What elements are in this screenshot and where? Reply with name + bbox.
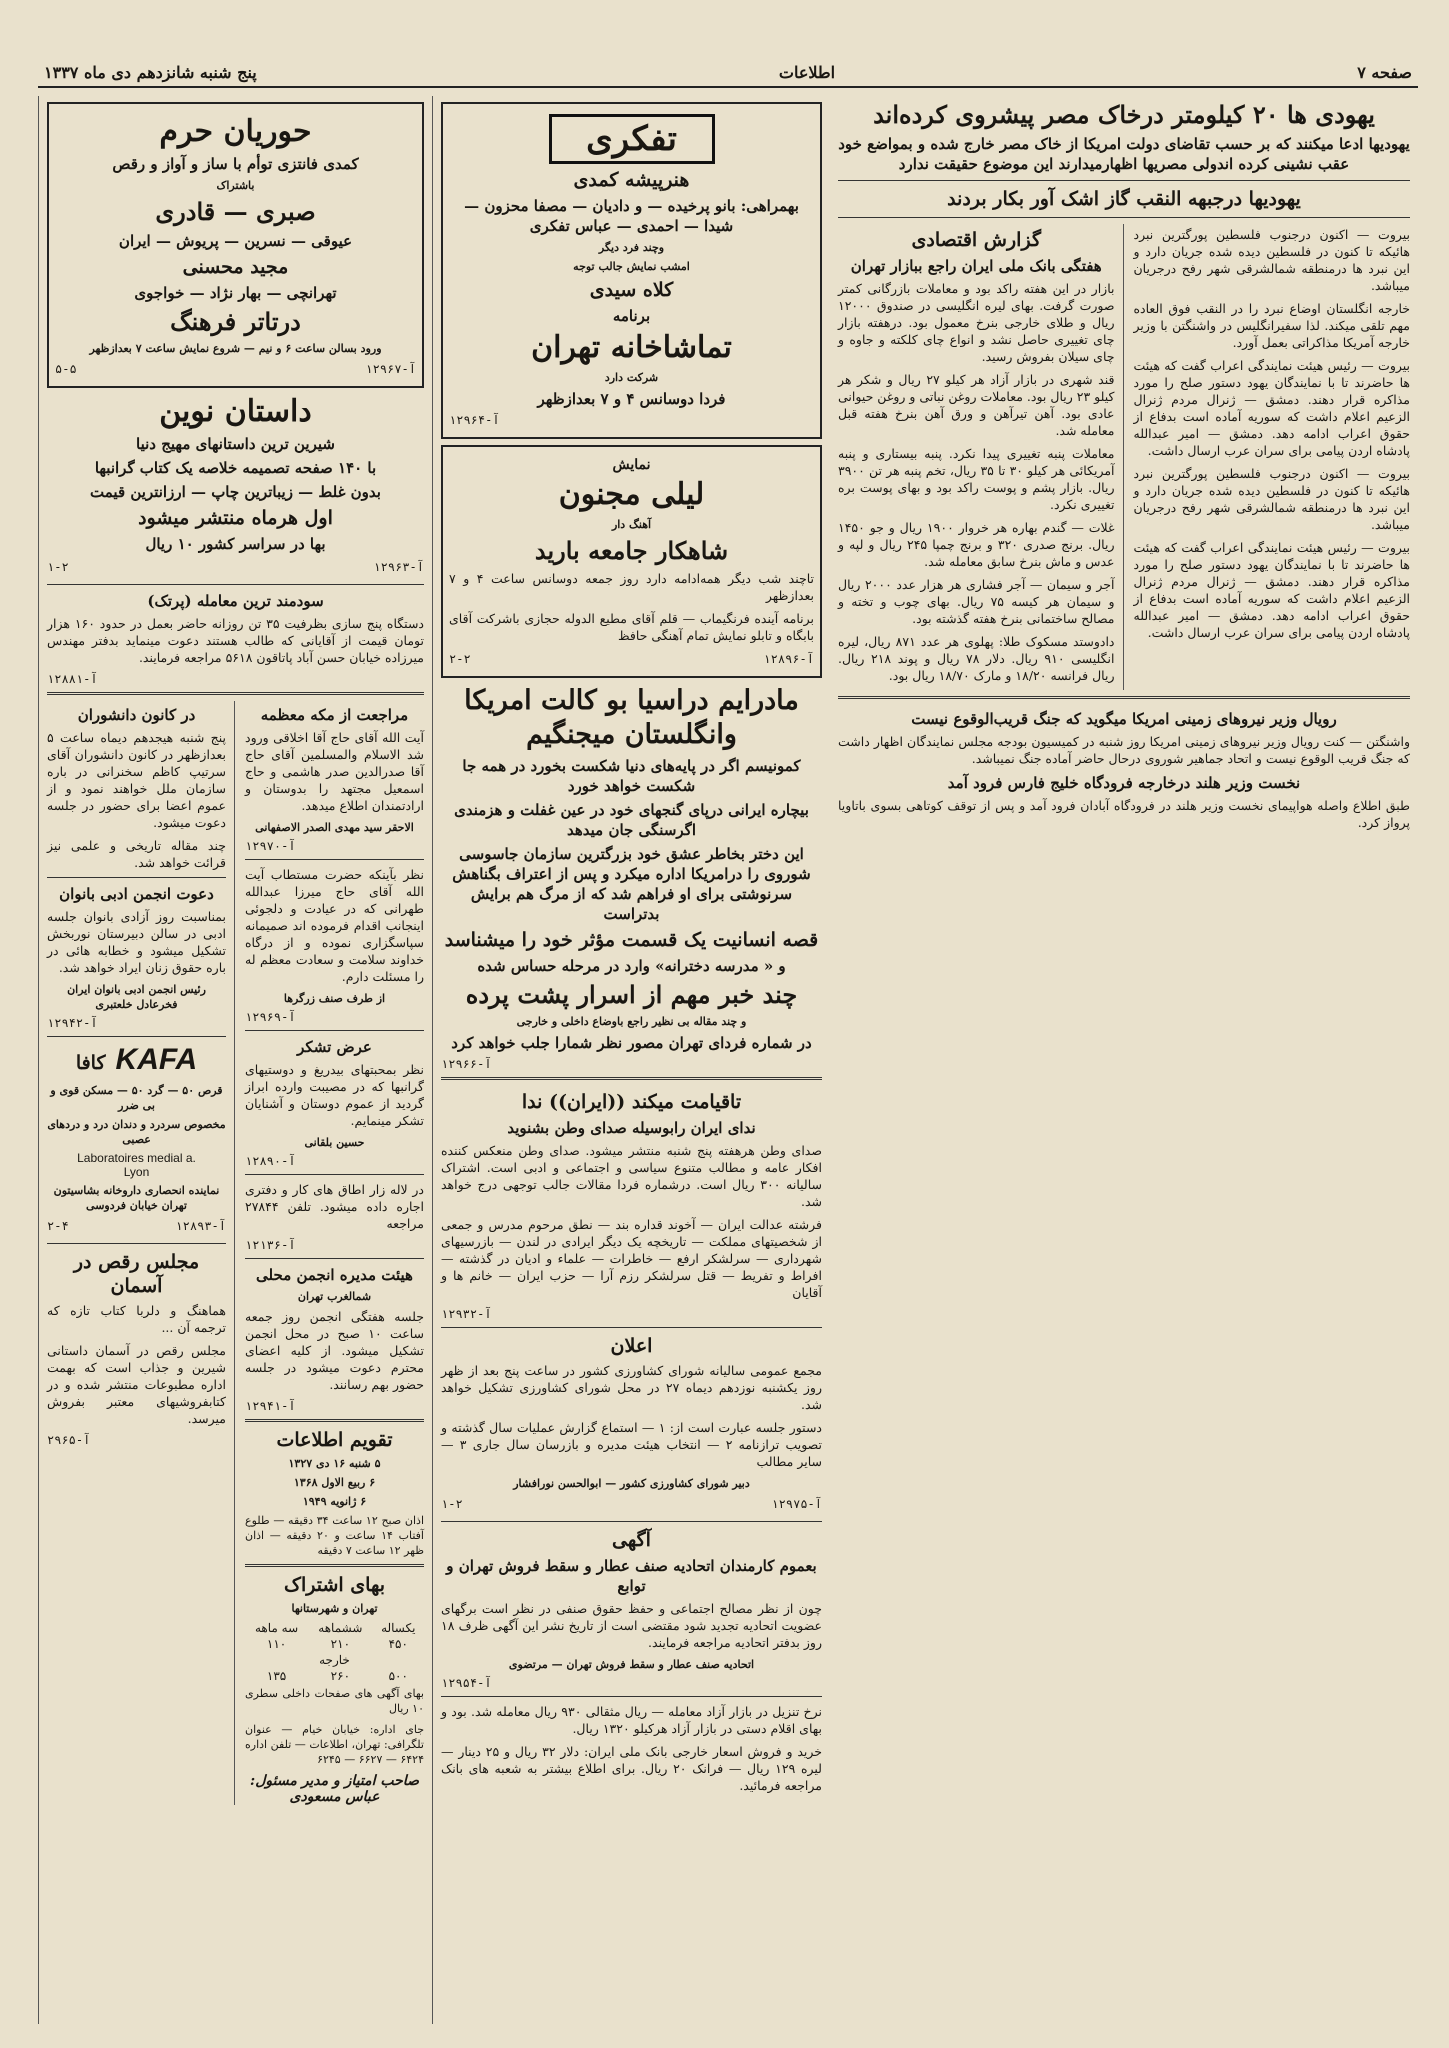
subscription-title: بهای اشتراک (283, 1574, 386, 1596)
tafakori-cast2: وچند فرد دیگر (598, 241, 665, 254)
jews-headline: یهودی ها ۲۰ کیلومتر درخاک مصر پیشروی کرده‌اند (873, 100, 1375, 129)
madar-text4: قصه انسانیت یک قسمت مؤثر خود را میشناسد (444, 929, 819, 951)
gaza-text: بیروت — رئیس هیئت نمایندگی اعراب گفت که هیئت ها حاضرند تا با نمایندگان یهود دستور صلح را مورد مذاکره قرار دهند. دمشق — ژنرال مردم ژنرال الزعیم اعلام داشت که سوریه آماده است بدفاع از حقوق اعراب ادامه دهد. دمشق — امیر عبدالله پادشاه اردن پیامی برای سران عرب ارسال داشت. (1133, 358, 1410, 458)
page-label: صفحه ۷ (1357, 62, 1412, 82)
elan-code2: ۱-۲ (441, 1497, 463, 1511)
madar-foot: در شماره فردای تهران مصور نظر شمارا جلب خواهد کرد (451, 1034, 812, 1052)
theater-name: تماشاخانه تهران (531, 330, 732, 365)
madar-code: آ-۱۲۹۶۶ (441, 1057, 492, 1071)
tashakor-text: صدای وطن هرهفته پنج شنبه منتشر میشود. صدای وطن منعکس کننده افکار عامه و مطالب متنوع سیاسی و اجتماعی و ادبی است. اشتراک سالیانه ۳۰۰ ریال است. درشماره فردا مقالات جالب توجهی درج خواهد شد. (441, 1143, 823, 1209)
hourian-title: حوریان حرم (159, 114, 312, 149)
sub-label: سه ماهه (254, 1621, 299, 1635)
hourian-place: درتاتر فرهنگ (170, 307, 301, 336)
dastan-text5: بها در سراسر کشور ۱۰ ریال (145, 535, 326, 553)
majlis-code: آ-۲۹۶۵ (47, 1433, 91, 1447)
board-sub: شمالغرب تهران (297, 1290, 372, 1303)
banoovan-title: دعوت انجمن ادبی بانوان (59, 885, 214, 903)
elan-sig: دبیر شورای کشاورزی کشور — ابوالحسن نورافشار (513, 1477, 750, 1490)
sub-price-foreign: ۱۳۵ (266, 1669, 287, 1683)
paper-name: اطلاعات (778, 62, 836, 82)
econ-text4: غلات — گندم بهاره هر خروار ۱۹۰۰ ریال و جو ۱۴۵۰ ریال. برنج صدری ۳۲۰ و برنج چمپا ۲۴۵ ریال و لپه و عدس و ماش بنرخ سابق معامله شد. (838, 520, 1115, 569)
agahi-text: چون از نظر مصالح اجتماعی و حفظ حقوق صنفی در نظر است برگهای عضویت اتحادیه تجدید شود مقتضی است از تاریخ نشر این آگهی ظرف ۱۸ روز بدفتر اتحادیه مراجعه فرمایند. (441, 1601, 822, 1650)
hajj-code: آ-۱۲۹۷۰ (245, 839, 296, 853)
middle-column (432, 96, 830, 2024)
econ-text: بازار در این هفته راکد بود و معاملات بازرگانی کمتر صورت گرفت. بهای لیره انگلیسی در صندوق ۱۲۰۰۰ ریال و طلای خارجی بنرخ معمول بود. درهفته بازار چای تغییری حاصل نشد و انواع چای کلکته و جاوه و چای سیلان بفروش رسید. (838, 281, 1115, 364)
hourian-ad (47, 102, 424, 388)
calendar-title: تقویم اطلاعات (276, 1429, 393, 1451)
madar-text6: و چند مقاله بی نظیر راجع باوضاع داخلی و خارجی (516, 1015, 747, 1028)
leyli-code: آ-۱۲۸۹۶ (763, 652, 814, 666)
asatid-text2: چند مقاله تاریخی و علمی نیز قرائت خواهد شد. (47, 838, 226, 870)
majlis-title: مجلس رقص در آسمان (73, 1251, 200, 1297)
agahi-sub: بعموم کارمندان اتحادیه صنف عطار و سقط فروش تهران و توابع (446, 1557, 817, 1595)
econ-text3: معاملات پنبه تغییری پیدا نکرد. پنبه بیستاری و پنبه آمریکائی هر کیلو ۳۰ تا ۳۵ ریال، تخم پنبه هر تن ۳۹۰۰ ریال. بازار پشم و پوست راکد بود و بهای پوست بره تغییری نکرد. (838, 446, 1115, 512)
madar-text1: کمونیسم اگر در پایه‌های دنیا شکست بخورد در همه جا شکست خواهد خورد (462, 757, 801, 795)
jews-subheadline: یهودیها ادعا میکنند که بر حسب تقاضای دولت امریکا از خاک مصر خارج شده و بمواضع خود عقب نشینی کرده اند‌ولی مصریها اظهارمیدارند این موضوع حقیقت ندارد (838, 135, 1410, 173)
leyli-pre: نمایش (612, 457, 651, 473)
econ-text6: دادوستد مسکوک طلا: پهلوی هر عدد ۸۷۱ ریال، لیره انگلیسی ۹۱۰ ریال. دلار ۷۸ ریال و پوند ۲۱۸ ریال. ریال فرانسه ۱۸/۲۰ و مارک ۱۸/۷۰ ریال بود. (838, 634, 1115, 683)
madar-text2: بیچاره ایرانی درپای گنجهای خود در عین غفلت و هزمندی اگرسنگی جان میدهد (454, 801, 809, 839)
madar-title2: چند خبر مهم از اسرار پشت پرده (465, 980, 798, 1009)
left-column (38, 96, 432, 2024)
tashakor2-text: نظر بمحبتهای بیدریغ و دوستیهای گرانبها که در مصیبت وارده ابراز گردید از عموم دوستان و آشنایان تشکر مینمایم. (245, 1062, 424, 1128)
asatid-text: پنج شنبه هیجدهم دیماه ساعت ۵ بعدازظهر در کانون دانشوران آقای سرتیپ کاظم سخنرانی در باره سازمان ملل خواهند نمود و از عموم اعضا برای حضور در جلسه دعوت میشود. (47, 730, 226, 830)
majlis-text: هماهنگ و دلربا کتاب تازه که ترجمه آن ... (47, 1303, 226, 1335)
profit-title: سودمند ترین معامله (پرتک) (147, 592, 324, 610)
hajj-title: مراجعت از مکه معظمه (260, 706, 409, 724)
calendar-text: اذان صبح ۱۲ ساعت ۳۴ دقیقه — طلوع آفتاب ۱۴ ساعت و ۲۰ دقیقه — اذان ظهر ۱۲ ساعت ۷ دقیقه (245, 1514, 425, 1557)
econ-subtitle: هفتگی بانک ملی ایران راجع ببازار تهران (850, 257, 1102, 275)
banoovan-text: بمناسبت روز آزادی بانوان جلسه ادبی در سالن دبیرستان نوربخش تشکیل میشود و خطابه هائی در باره حقوق زنان ایراد خواهد شد. (47, 909, 226, 975)
hourian-time: ورود بسالن ساعت ۶ و نیم — شروع نمایش ساعت ۷ بعدازظهر (89, 342, 382, 355)
subscription-head: تهران و شهرستانها (291, 1602, 378, 1615)
board-code: آ-۱۲۹۴۱ (245, 1399, 296, 1413)
barname-label: برنامه (612, 307, 651, 325)
sub-note: بهای آگهی های صفحات داخلی سطری ۱۰ ریال (245, 1687, 424, 1715)
hourian-names1: صبری — قادری (155, 197, 316, 226)
leyli-tag: آهنگ دار (611, 518, 652, 531)
right-column (830, 96, 1418, 2024)
econ-text2: قند شهری در بازار آزاد هر کیلو ۲۷ ریال و شکر هر کیلو ۲۳ ریال بود. معاملات روغن نباتی و روغن حیوانی عادی بود. آهن تیرآهن و ورق آهن بنرخ هفته قبل معامله شد. (838, 372, 1115, 438)
dastan-code2: ۱-۲ (47, 560, 69, 574)
leyli-text2: برنامه آینده فرنگیماب — قلم آقای مطیع الدوله حجازی باشرکت آقای بابگاه و تابلو نمایش تمام آهنگی حافظ (449, 611, 814, 643)
leyli-ad (441, 445, 822, 678)
leyli-title: لیلی مجنون (558, 477, 705, 512)
calendar-row2: ۶ ربیع الاول ۱۳۶۸ (293, 1476, 376, 1489)
gaza-text2: بیروت — رئیس هیئت نمایندگی اعراب گفت که هیئت ها حاضرند تا با نمایندگان یهود دستور صلح را مورد مذاکره قرار دهند. دمشق — ژنرال مردم ژنرال الزعیم اعلام داشت که سوریه آماده است بدفاع از حقوق اعراب ادامه دهد. دمشق — امیر عبدالله پادشاه اردن پیامی برای سران عرب ارسال داشت. (1133, 540, 1410, 640)
kafa-fa: کافا (75, 1052, 106, 1074)
left-lower (47, 701, 424, 1805)
profit-code: آ-۱۲۸۸۱ (47, 672, 98, 686)
madar-title: مادرایم دراسیا بو کالت امریکا وانگلستان میجنگیم (464, 685, 799, 750)
gas-text-b: خارجه انگلستان اوضاع نبرد را در النقب فوق العاده مهم تلقی میکند. لذا سفیرانگلیس در واشنگتن با وزیر خارجه آمریکا مذاکراتی بعمل آورد. (1133, 301, 1410, 350)
hourian-with: باشتراک (216, 179, 255, 192)
tashakor2-title: عرض تشکر (297, 1038, 372, 1056)
thanks-code: آ-۱۲۹۶۹ (245, 1010, 296, 1024)
tafakori-ad (441, 102, 822, 439)
agahi-sig: اتحادیه صنف عطار و سقط فروش تهران — مرتضوی (508, 1658, 755, 1671)
board-text: جلسه هفتگی انجمن روز جمعه ساعت ۱۰ صبح در محل انجمن تشکیل میشود. از کلیه اعضای محترم دعوت میشود در جلسه حضور بهم رسانند. (245, 1309, 424, 1392)
leyli-code2: ۲-۲ (449, 652, 471, 666)
tashakor-names: فرشته عدالت ایران — آخوند قداره بند — نطق مرحوم مدرس و جمعی از شخصیتهای مملکت — تاریخچه یک دیگر ایرادی در لندن — بازرسیهای شهرداری — سرلشکر ارفع — خاطرات — علماء و ادیان در گذشته — افراط و تفریط — قتل سرلشکر رزم آرا — حزب ایران — خانم ها و آقایان (441, 1217, 822, 1300)
hourian-names4: تهرانچی — بهار نژاد — خواجوی (134, 284, 337, 302)
lalezar-text: در لاله زار اطاق های کار و دفتری اجاره داده میشود. تلفن ۲۷۸۴۴ مراجعه (245, 1182, 424, 1231)
elan-title: اعلان (610, 1335, 653, 1357)
banoovan-sig: رئیس انجمن ادبی بانوان ایران فخرعادل خلعتبری (67, 983, 206, 1011)
tashakor-title: تاقیامت میکند ((ایران)) ندا (521, 1091, 742, 1113)
tafakori-cast: بهمراهی: بانو پرخیده — و دادیان — مصفا محزون — شیدا — احمدی — عباس تفکری (464, 197, 799, 235)
madar-text5: و « مدرسه دخترانه» وارد در مرحله حساس شده (477, 957, 786, 975)
hajj-text: آیت الله آقای حاج آقا اخلاقی ورود شد الاسلام والمسلمین آقای حاج آقا صدرالدین صدر هاشمی و حاج اسمعیل مجتهد را بدوستان و ارادتمندان اطلاع میدهد. (245, 730, 424, 813)
hourian-sub: کمدی فانتزی توأم با ساز و آواز و رقص (112, 155, 359, 173)
kafa-logo: KAFA (115, 1043, 198, 1076)
hourian-code2: ۵-۵ (55, 362, 77, 376)
gas-article (838, 224, 1410, 690)
tafakori-foot: شرکت دارد (604, 371, 659, 384)
sub-price: ۴۵۰ (388, 1637, 408, 1651)
madar-text3: این دختر بخاطر عشق خود بزرگترین سازمان جاسوسی شوروی را درامریکا اداره میکرد و پس از اعتراف بگناهش سرنوشتی برای او فراهم شد که از مرگ هم برایش بدتراست (452, 845, 811, 923)
banoovan-code: آ-۱۲۹۴۲ (47, 1016, 98, 1030)
sub-price-foreign: ۲۶۰ (330, 1669, 351, 1683)
dastan-title: داستان نوین (159, 394, 312, 429)
leyli-text: تاچند شب دیگر همه‌ادامه دارد روز جمعه دوسانس ساعت ۴ و ۷ بعدازظهر (449, 571, 815, 603)
thanks-text: نظر بآینکه حضرت مستطاب آیت الله آقای حاج میرزا عبدالله طهرانی که در عیادت و دلجوئی اینجانب اقدام فرموده اند صمیمانه سپاسگزاری نموده و از درگاه خداوند سلامت و سعادت معظم له را مسئلت دارم. (245, 867, 424, 984)
sub-price: ۲۱۰ (330, 1637, 351, 1651)
tafakori-foot2: فردا دوسانس ۴ و ۷ بعدازظهر (537, 390, 726, 408)
kafa-code: آ-۱۲۸۹۳ (175, 1219, 226, 1233)
kafa-code2: ۲-۴ (47, 1219, 69, 1233)
calendar-row1: ۵ شنبه ۱۶ دی ۱۳۲۷ (288, 1457, 381, 1470)
board-title: هیئت مدیره انجمن محلی (256, 1266, 413, 1284)
currency-text2: خرید و فروش اسعار خارجی بانک ملی ایران: دلار ۳۲ ریال و ۲۵ دینار — لیره ۱۲۹ ریال — فرانک ۲۰ ریال. برای اطلاع بیشتر به شعبه های بانک مراجعه فرمائید. (441, 1744, 822, 1793)
kafa-text2: مخصوص سردرد و دندان درد و دردهای عصبی (47, 1118, 226, 1146)
sub-price-foreign: ۵۰۰ (388, 1669, 408, 1683)
kafa-city: Lyon (123, 1165, 150, 1179)
kafa-text: قرص ۵۰ — گرد ۵۰ — مسکن قوی و بی ضرر (50, 1084, 223, 1112)
hezhir-text: طبق اطلاع واصله هواپیمای نخست وزیر هلند در فرودگاه آبادان فرود آمد و پس از توقف کوتاهی بسوی باتاویا پرواز کرد. (838, 798, 1410, 830)
hourian-names2: عیوقی — نسرین — پریوش — ایران (118, 232, 353, 250)
gas-text-a: بیروت — اکنون درجنوب فلسطین پورگترین نبرد هائیکه تا کنون در فلسطین دیده شده جریان دارد و این نبرد ها درمنطقه شمالشرقی شهر رفح درجریان میباشد. (1133, 227, 1410, 293)
address: جای اداره: خیابان خیام — عنوان تلگرافی: تهران، اطلاعات — تلفن اداره ۶۴۲۴ — ۶۶۲۷ — ۶۲۴۵ (245, 1723, 424, 1766)
tashakor-code: آ-۱۲۹۳۲ (441, 1307, 492, 1321)
eden-article (838, 705, 1410, 837)
gas-headline: یهودیها درجبهه النقب گاز اشک آور بکار بردند (947, 188, 1301, 210)
agahi-code: آ-۱۲۹۵۴ (441, 1676, 492, 1690)
hourian-code: آ-۱۲۹۶۷ (365, 362, 416, 376)
currency-text: نرخ تنزیل در بازار آزاد معامله — ریال مثقالی ۹۳۰ ریال معامله شد. بود و بهای اقلام دستی در بازار آزاد هرکیلو ۱۳۲۰ ریال. (441, 1704, 823, 1736)
tafakori-title: تفکری (549, 114, 715, 164)
tashakor-sub: ندای ایران رابوسیله صدای وطن بشنوید (507, 1119, 756, 1137)
kafa-agent: نماینده انحصاری داروخانه بشاسیتون تهران خیابان فردوسی (53, 1184, 220, 1212)
dastan-text2: با ۱۴۰ صفحه تصمیمه خلاصه یک کتاب گرانبها (94, 459, 377, 477)
tashakor2-sig: حسین بلقانی (304, 1136, 365, 1149)
asatid-title: در کانون دانشوران (77, 706, 196, 724)
kafa-lab: Laboratoires medial a. (77, 1151, 196, 1165)
calendar-row3: ۶ ژانویه ۱۹۴۹ (302, 1495, 367, 1508)
hezhir-title: نخست وزیر هلند درخارجه فرودگاه خلیج فارس فرود آمد (947, 774, 1301, 792)
elan-list: دستور جلسه عبارت است از: ۱ — استماع گزارش عملیات سال گذشته و تصویب ترازنامه ۲ — انتخاب هیئت مدیره و بازرسان سال جاری ۳ — سایر مطالب (441, 1420, 822, 1469)
eden-text: واشنگتن — کنت رویال وزیر نیروهای زمینی امریکا روز شنبه در کمیسیون بودجه مجلس نمایندگان اظهار داشت که جنگ قریب الوقوع نیست و اتحاد جماهیر شوروی درحال حاضر آماده جنگ نمیباشد. (838, 734, 1410, 766)
leyli-subtitle: شاهکار جامعه بارید (534, 536, 729, 565)
profit-text: دستگاه پنج سازی بظرفیت ۳۵ تن روزانه حاضر بعمل در حدود ۱۶۰ هزار تومان قیمت از آقایانی که طالب هستند دعوت مینماید بدفتر مهندس میرزاده خیابان حسن آباد پاتاقون ۵۶۱۸ مراجعه فرمایند. (47, 616, 424, 665)
econ-title: گزارش اقتصادی (911, 229, 1041, 251)
dastan-ad (47, 394, 424, 578)
sub-price: ۱۱۰ (266, 1637, 287, 1651)
elan-code: آ-۱۲۹۷۵ (771, 1497, 822, 1511)
dastan-text3: بدون غلط — زیباترین چاپ — ارزانترین قیمت (90, 483, 381, 501)
hajj-sig: الاحقر سید مهدی الصدر الاصفهانی (255, 821, 414, 834)
lalezar-code: آ-۱۲۱۳۶ (245, 1238, 296, 1252)
kolah-seyedi: کلاه سیدی (589, 279, 674, 301)
dastan-code: آ-۱۲۹۶۳ (373, 560, 424, 574)
date-line: پنج شنبه شانزدهم دی ماه ۱۳۳۷ (44, 62, 257, 82)
masthead (38, 58, 1418, 88)
tashakor2-code: آ-۱۲۸۹۰ (245, 1154, 296, 1168)
dastan-text4: اول هرماه منتشر میشود (138, 507, 333, 529)
agahi-title: آگهی (612, 1529, 651, 1551)
tafakori-code: آ-۱۲۹۶۴ (449, 413, 500, 427)
tafakori-subtitle: هنرپیشه کمدی (573, 169, 690, 191)
sub-label: ششماهه (318, 1621, 363, 1635)
eden-title: رویال وزیر نیروهای زمینی امریکا میگوید که جنگ قریب‌الوقوع نیست (911, 710, 1337, 728)
mid-lower (441, 1086, 822, 1800)
elan-text: مجمع عمومی سالیانه شورای کشاورزی کشور در ساعت پنج بعد از ظهر روز یکشنبه نوزدهم دیماه ۲۷ در محل شورای کشاورزی تشکیل خواهد شد. (441, 1363, 822, 1412)
owner-signature: صاحب امتیاز و مدیر مسئول: عباس مسعودی (250, 1773, 419, 1805)
gas-text-a2: بیروت — اکنون درجنوب فلسطین پورگترین نبرد هائیکه تا کنون در فلسطین دیده شده جریان دارد و این نبرد ها درمنطقه شمالشرقی شهر رفح درجریان میباشد. (1133, 466, 1410, 532)
majlis-text2: مجلس رقص در آسمان داستانی شیرین و جذاب است که بهمت اداره مطبوعات منتشر شده و در کتابفروشیهای معتبر بفروش میرسد. (47, 1343, 226, 1426)
dastan-text: شیرین ترین داستانهای مهیج دنیا (136, 435, 335, 453)
econ-text5: آجر و سیمان — آجر فشاری هر هزار عدد ۲۰۰۰ ریال و سیمان هر کیسه ۷۵ ریال. بهای چوب و تخته و مصالح ساختمانی بنرخ هفته گذشته بود. (838, 577, 1115, 626)
subscription-table (245, 1620, 424, 1684)
hourian-names3: مجید محسنی (182, 256, 289, 278)
sub-foreign: خارجه (319, 1653, 350, 1667)
sub-label: یکساله (381, 1621, 416, 1635)
thanks-sig: از طرف صنف زرگرها (283, 992, 386, 1005)
tafakori-note: امشب نمایش جالب توجه (573, 260, 690, 273)
